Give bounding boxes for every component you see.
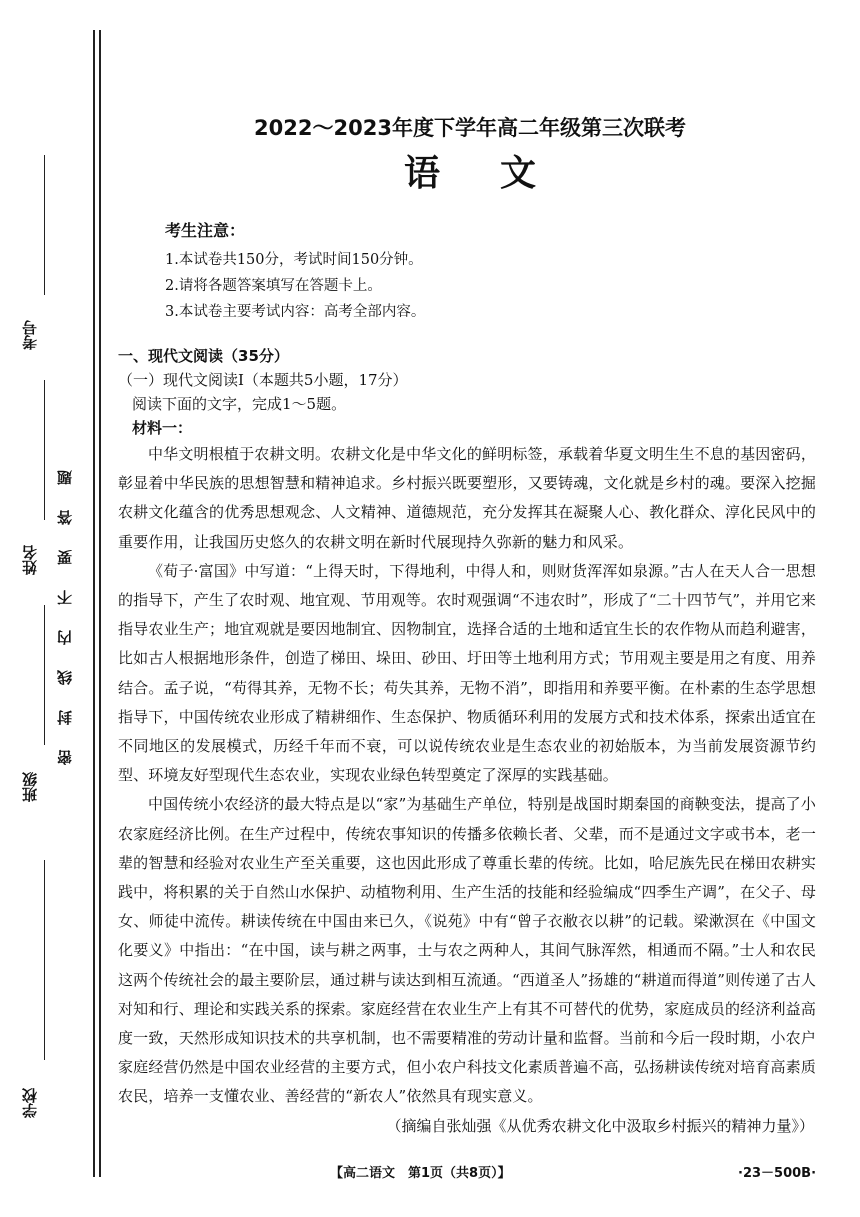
exam-number-label: 考号: [21, 320, 39, 350]
material-label: 材料一：: [132, 419, 193, 437]
candidate-notice: [165, 218, 805, 325]
class-line: [44, 605, 45, 745]
class-label: 班级: [21, 772, 39, 802]
notice-item: 2.请将各题答案填写在答题卡上。: [165, 278, 382, 294]
exam-title: 2022～2023年度下学年高二年级第三次联考: [254, 116, 686, 140]
seal-line-text: 密封线内不要答题: [56, 445, 74, 765]
exam-number-line: [44, 155, 45, 295]
notice-item: 1.本试卷共150分，考试时间150分钟。: [165, 252, 423, 268]
binding-line-inner: [99, 30, 101, 1177]
school-label: 学校: [21, 1088, 39, 1118]
binding-line-outer: [93, 30, 95, 1177]
material-paragraph: 中华文明根植于农耕文明。农耕文化是中华文化的鲜明标签，承载着华夏文明生生不息的基因密码，彰显着中华民族的思想智慧和精神追求。乡村振兴既要塑形，又要铸魂，文化就是乡村的魂。要深入挖掘农耕文化蕴含的优秀思想观念、人文精神、道德规范，充分发挥其在凝聚人心、教化群众、淳化民风中的重要作用，让我国历史悠久的农耕文明在新时代展现持久弥新的魅力和风采。: [118, 445, 816, 551]
notice-item: 3.本试卷主要考试内容：高考全部内容。: [165, 304, 426, 320]
material-paragraph: 中国传统小农经济的最大特点是以“家”为基础生产单位，特别是战国时期秦国的商鞅变法，提高了小农家庭经济比例。在生产过程中，传统农事知识的传播多依赖长者、父辈，而不是通过文字或书本，老一辈的智慧和经验对农业生产至关重要，这也因此形成了尊重长辈的传统。比如，哈尼族先民在梯田农耕实践中，将积累的关于自然山水保护、动植物利用、生产生活的技能和经验编成“四季生产调”，在父子、母女、师徒中流传。耕读传统在中国由来已久，《说苑》中有“曾子衣敝衣以耕”的记载。梁漱溟在《中国文化要义》中指出：“在中国，读与耕之两事，士与农之两种人，其间气脉浑然，相通而不隔。”士人和农民这两个传统社会的最主要阶层，通过耕与读达到相互流通。“西道圣人”扬雄的“耕道而得道”则传递了古人对知和行、理论和实践关系的探索。家庭经营在农业生产上有其不可替代的优势，家庭成员的经济利益高度一致，天然形成知识技术的共享机制，也不需要精准的劳动计量和监督。当前和今后一段时期，小农户家庭经营仍然是中国农业经营的主要方式，但小农户科技文化素质普遍不高，弘扬耕读传统对培育高素质农民，培养一支懂农业、善经营的“新农人”依然具有现实意义。: [118, 795, 816, 1106]
subject-title: 语文: [403, 153, 596, 194]
page-footer: 【高二语文 第1页（共8页）】: [330, 1166, 511, 1181]
material-paragraph: 《荀子·富国》中写道：“上得天时，下得地利，中得人和，则财货浑浑如泉源。”古人在天人合一思想的指导下，产生了农时观、地宜观、节用观等。农时观强调“不违农时”，形成了“二十四节气”，并用它来指导农业生产；地宜观就是要因地制宜、因物制宜，选择合适的土地和适宜生长的农作物从而趋利避害，比如古人根据地形条件，创造了梯田、垛田、砂田、圩田等土地利用方式；节用观主要是用之有度、用养结合。孟子说，“苟得其养，无物不长；苟失其养，无物不消”，即指用和养要平衡。在朴素的生态学思想指导下，中国传统农业形成了精耕细作、生态保护、物质循环利用的发展方式和技术体系，探索出适宜在不同地区的发展模式，历经千年而不衰，可以说传统农业是生态农业的初始版本，为当前发展资源节约型、环境友好型现代生态农业，实现农业绿色转型奠定了深厚的实践基础。: [118, 561, 816, 785]
subsection-title: （一）现代文阅读Ⅰ（本题共5小题，17分）: [118, 371, 408, 389]
material-source: （摘编自张灿强《从优秀农耕文化中汲取乡村振兴的精神力量》）: [386, 1116, 814, 1135]
name-label: 姓名: [21, 545, 39, 575]
reading-section: [118, 344, 816, 1140]
reading-instruction: 阅读下面的文字，完成1～5题。: [132, 395, 347, 413]
school-line: [44, 860, 45, 1060]
section-title: 一、现代文阅读（35分）: [118, 347, 289, 365]
notice-title: 考生注意：: [165, 221, 246, 240]
name-line: [44, 380, 45, 520]
exam-code: ·23－500B·: [738, 1166, 817, 1181]
